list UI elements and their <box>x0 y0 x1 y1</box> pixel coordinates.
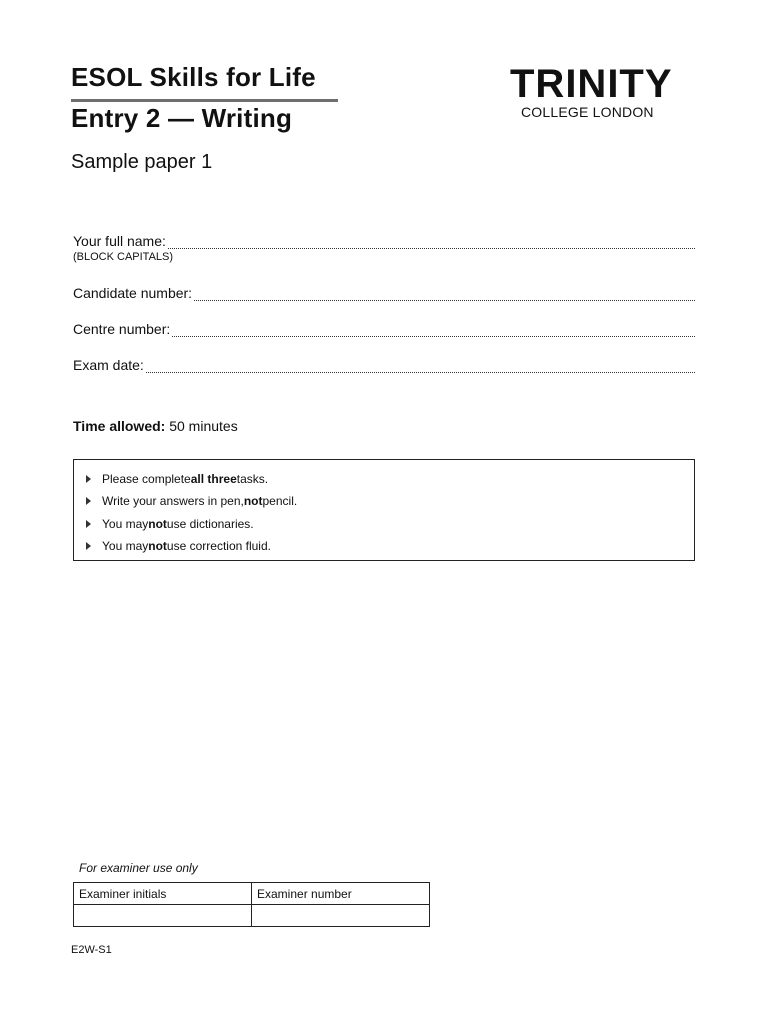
examiner-entry-row <box>74 905 430 927</box>
candidate-number-field[interactable] <box>73 285 695 301</box>
examiner-number-cell[interactable] <box>252 905 430 927</box>
block-capitals-hint: (BLOCK CAPITALS) <box>73 251 174 263</box>
centre-number-label: Centre number: <box>73 321 171 337</box>
examiner-header-row <box>74 883 430 905</box>
instruction-item: You may not use correction fluid. <box>84 535 297 557</box>
time-allowed <box>73 418 238 434</box>
full-name-field[interactable] <box>73 233 695 249</box>
examiner-table <box>73 882 430 927</box>
trinity-logo <box>510 64 695 120</box>
candidate-number-label: Candidate number: <box>73 285 193 301</box>
paper-code: E2W-S1 <box>71 944 112 956</box>
instruction-item: Please complete all three tasks. <box>84 468 297 490</box>
title-divider <box>71 99 338 102</box>
exam-date-line[interactable] <box>146 358 695 373</box>
instructions-list <box>84 468 297 557</box>
examiner-note: For examiner use only <box>79 861 198 875</box>
bullet-icon <box>86 520 91 528</box>
time-allowed-value: 50 minutes <box>165 418 238 434</box>
centre-number-line[interactable] <box>172 322 695 337</box>
title-line-1: ESOL Skills for Life <box>71 62 316 92</box>
time-allowed-label: Time allowed: <box>73 418 166 434</box>
examiner-number-header: Examiner number <box>252 883 430 905</box>
instruction-item: Write your answers in pen, not pencil. <box>84 490 297 512</box>
centre-number-field[interactable] <box>73 321 695 337</box>
candidate-number-line[interactable] <box>194 286 695 301</box>
exam-date-field[interactable] <box>73 357 695 373</box>
instruction-item: You may not use dictionaries. <box>84 513 297 535</box>
bullet-icon <box>86 542 91 550</box>
full-name-line[interactable] <box>168 234 695 249</box>
full-name-label: Your full name: <box>73 233 166 249</box>
examiner-initials-header: Examiner initials <box>74 883 252 905</box>
bullet-icon <box>86 475 91 483</box>
paper-subtitle: Sample paper 1 <box>71 151 213 173</box>
examiner-initials-cell[interactable] <box>74 905 252 927</box>
instructions-box <box>73 459 695 561</box>
logo-wordmark: TRINITY <box>510 62 673 106</box>
bullet-icon <box>86 497 91 505</box>
logo-subtitle: COLLEGE LONDON <box>521 104 654 120</box>
title-line-2: Entry 2 — Writing <box>71 103 293 133</box>
exam-date-label: Exam date: <box>73 357 144 373</box>
